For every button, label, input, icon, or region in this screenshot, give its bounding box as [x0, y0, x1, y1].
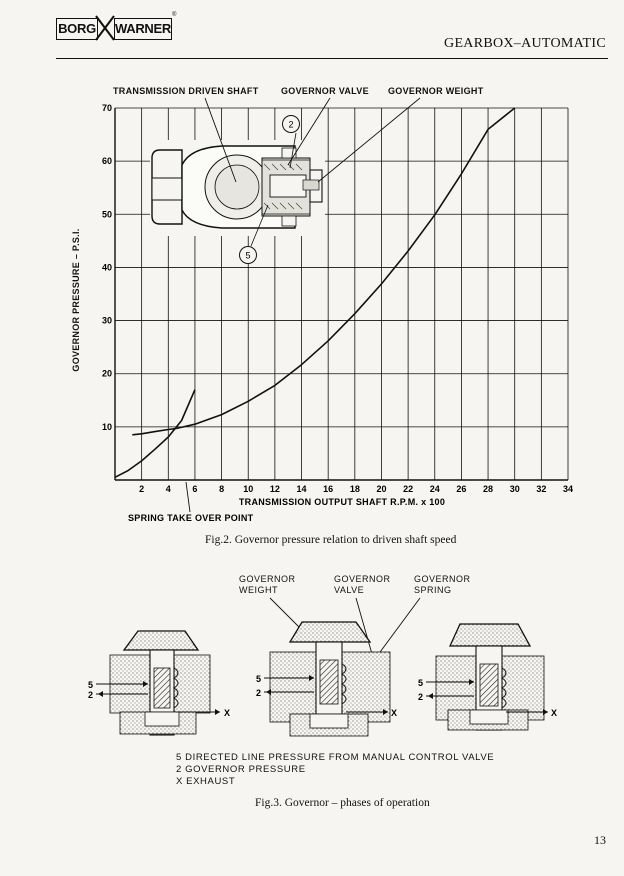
phase1-port-5: 5	[88, 680, 94, 690]
phase2-port-x: X	[391, 708, 398, 718]
phase3-port-x: X	[551, 708, 558, 718]
governor-phase-1	[88, 631, 230, 735]
callout-governor-valve: GOVERNOR VALVE	[281, 86, 369, 96]
phase2-port-5: 5	[256, 674, 262, 684]
y-tick-label: 70	[101, 103, 112, 113]
x-tick-label: 6	[192, 484, 198, 494]
y-tick-label: 20	[101, 368, 112, 379]
x-tick-label: 8	[219, 484, 225, 494]
page-number: 13	[594, 833, 606, 847]
label-governor-valve-line2: VALVE	[334, 585, 365, 595]
x-tick-label: 12	[269, 484, 280, 494]
x-tick-label: 16	[323, 484, 334, 494]
y-tick-label: 30	[101, 315, 112, 326]
x-tick-label: 10	[243, 484, 254, 494]
x-tick-label: 18	[349, 484, 360, 494]
label-governor-spring-line1: GOVERNOR	[414, 574, 471, 584]
x-tick-label: 34	[562, 484, 574, 494]
x-tick-label: 4	[165, 484, 171, 494]
logo-borg-text: BORG	[56, 18, 98, 40]
section-title: GEARBOX–AUTOMATIC	[444, 36, 606, 51]
spring-take-over-label: SPRING TAKE OVER POINT	[128, 513, 254, 523]
label-governor-weight-line2: WEIGHT	[239, 585, 278, 595]
figure-2-caption: Fig.2. Governor pressure relation to driven shaft speed	[205, 534, 457, 546]
x-tick-label: 14	[296, 484, 307, 494]
phase3-port-2: 2	[418, 692, 424, 702]
legend-item-2: 2 GOVERNOR PRESSURE	[176, 764, 306, 775]
logo-registered-mark: ®	[172, 12, 177, 18]
x-axis-label: TRANSMISSION OUTPUT SHAFT R.P.M. x 100	[238, 497, 446, 507]
legend-item-5: 5 DIRECTED LINE PRESSURE FROM MANUAL CONTROL VALVE	[176, 752, 495, 763]
governor-phase-2	[256, 622, 397, 736]
x-tick-label: 30	[509, 484, 520, 494]
leader-weight	[270, 598, 300, 628]
y-tick-label: 60	[101, 156, 112, 167]
x-tick-label: 2	[139, 484, 145, 494]
phase1-port-x: X	[224, 708, 231, 718]
y-axis-label: GOVERNOR PRESSURE – P.S.I.	[71, 228, 81, 372]
governor-phase-3	[418, 624, 557, 730]
label-governor-weight-line1: GOVERNOR	[239, 574, 296, 584]
x-tick-label: 20	[376, 484, 387, 494]
marker-2-label: 2	[288, 119, 294, 130]
marker-5-label: 5	[245, 250, 251, 261]
x-tick-label: 32	[536, 484, 547, 494]
callout-driven-shaft: TRANSMISSION DRIVEN SHAFT	[113, 86, 259, 96]
x-tick-label: 28	[483, 484, 494, 494]
y-tick-label: 40	[101, 262, 112, 273]
label-governor-valve-line1: GOVERNOR	[334, 574, 391, 584]
callout-governor-weight: GOVERNOR WEIGHT	[388, 86, 484, 96]
phase1-port-2: 2	[88, 690, 94, 700]
x-tick-label: 26	[456, 484, 467, 494]
legend-item-x: X EXHAUST	[176, 776, 236, 787]
logo-warner-text: WARNER	[114, 18, 172, 40]
phase2-port-2: 2	[256, 688, 262, 698]
figure-3-caption: Fig.3. Governor – phases of operation	[255, 797, 430, 809]
y-tick-label: 50	[101, 209, 112, 220]
x-tick-label: 24	[429, 484, 440, 494]
label-governor-spring-line2: SPRING	[414, 585, 452, 595]
x-tick-label: 22	[403, 484, 414, 494]
y-tick-label: 10	[101, 421, 112, 432]
phase3-port-5: 5	[418, 678, 424, 688]
